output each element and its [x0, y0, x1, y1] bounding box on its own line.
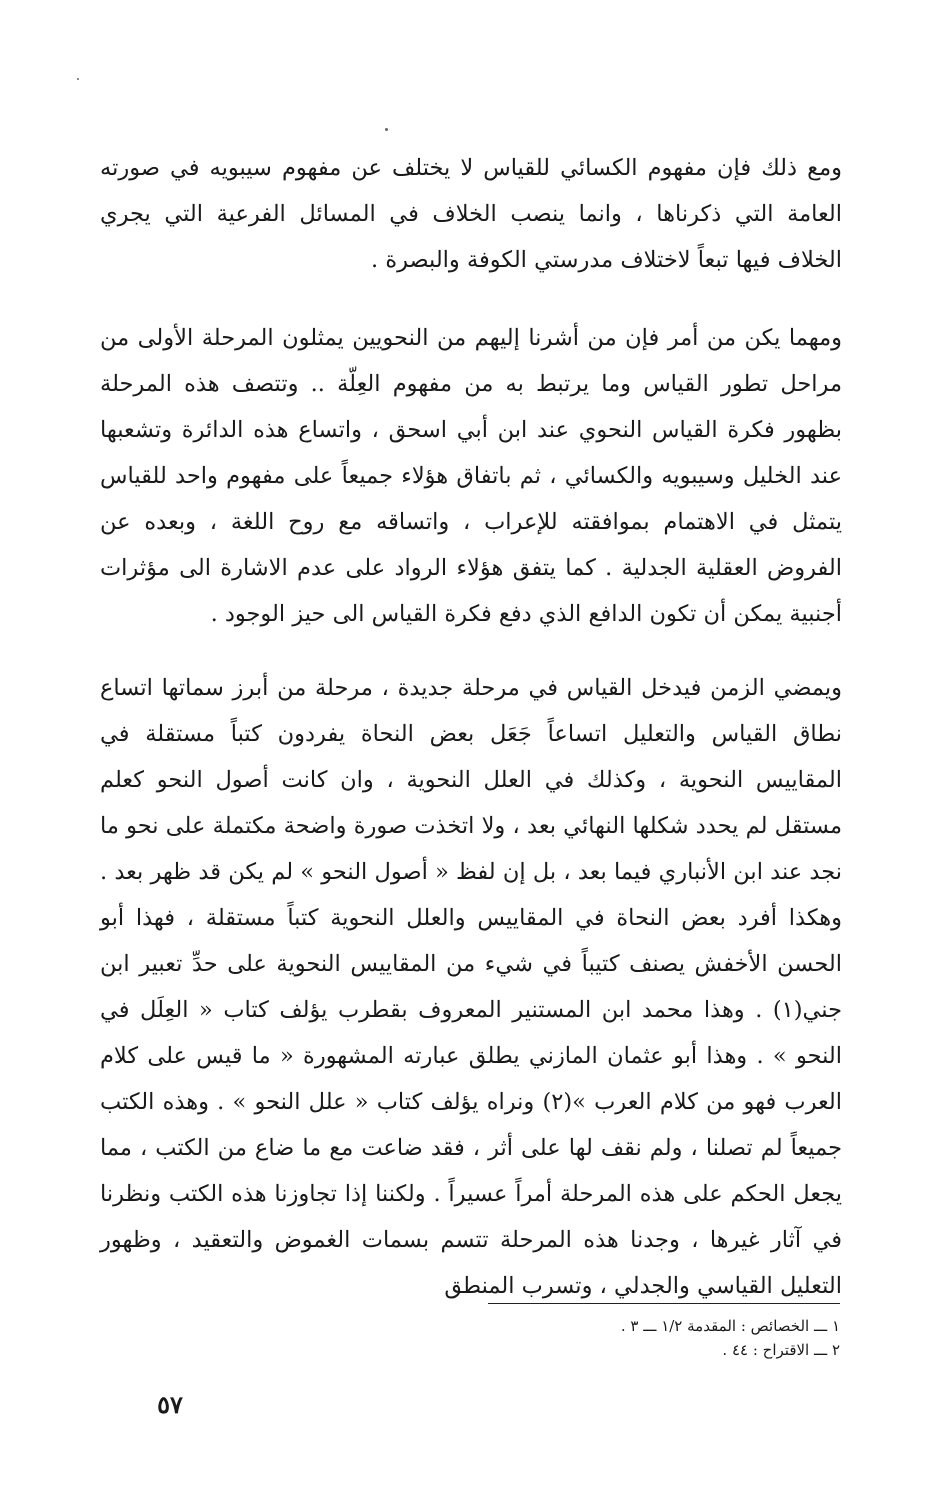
scan-speck	[385, 128, 388, 131]
footnote-divider	[488, 1303, 840, 1304]
footnote-1: ١ ـــ الخصائص : المقدمة ١/٢ ـــ ٣ .	[620, 1317, 840, 1335]
page-number: ٥٧	[157, 1390, 183, 1419]
footnotes	[488, 1314, 840, 1362]
scan-speck	[77, 78, 79, 80]
footnote-2: ٢ ـــ الاقتراح : ٤٤ .	[722, 1341, 840, 1359]
body-paragraph: ويمضي الزمن فيدخل القياس في مرحلة جديدة ، مرحلة من أبرز سماتها اتساع نطاق القياس والتعليل اتساعاً جَعَل بعض النحاة يفردون كتباً مستقلة في المقاييس النحوية ، وكذلك في العلل النحوية ، وان كانت أصول النحو كعلم مستقل لم يحدد شكلها النهائي بعد ، ولا اتخذت صورة واضحة مكتملة على نحو ما نجد عند ابن الأنباري فيما بعد ، بل إن لفظ « أصول النحو » لم يكن قد ظهر بعد . وهكذا أفرد بعض النحاة في المقاييس والعلل النحوية كتباً مستقلة ، فهذا أبو الحسن الأخفش يصنف كتيباً في شيء من المقاييس النحوية على حدِّ تعبير ابن جني(١) . وهذا محمد ابن المستنير المعروف بقطرب يؤلف كتاب « العِلَل في النحو » . وهذا أبو عثمان المازني يطلق عبارته المشهورة « ما قيس على كلام العرب فهو من كلام العرب »(٢) ونراه يؤلف كتاب « علل النحو » . وهذه الكتب جميعاً لم تصلنا ، ولم نقف لها على أثر ، فقد ضاعت مع ما ضاع من الكتب ، مما يجعل الحكم على هذه المرحلة أمراً عسيراً . ولكننا إذا تجاوزنا هذه الكتب ونظرنا في آثار غيرها ، وجدنا هذه المرحلة تتسم بسمات الغموض والتعقيد ، وظهور التعليل القياسي والجدلي ، وتسرب المنطق	[100, 675, 842, 1299]
body-paragraph: ومع ذلك فإن مفهوم الكسائي للقياس لا يختلف عن مفهوم سيبويه في صورته العامة التي ذكرناها ، وانما ينصب الخلاف في المسائل الفرعية التي يجري الخلاف فيها تبعاً لاختلاف مدرستي الكوفة والبصرة .	[100, 155, 842, 273]
body-paragraph: ومهما يكن من أمر فإن من أشرنا إليهم من النحويين يمثلون المرحلة الأولى من مراحل تطور القياس وما يرتبط به من مفهوم العِلّة .. وتتصف هذه المرحلة بظهور فكرة القياس النحوي عند ابن أبي اسحق ، واتساع هذه الدائرة وتشعبها عند الخليل وسيبويه والكسائي ، ثم باتفاق هؤلاء جميعاً على مفهوم واحد للقياس يتمثل في الاهتمام بموافقته للإعراب ، واتساقه مع روح اللغة ، وبعده عن الفروض العقلية الجدلية . كما يتفق هؤلاء الرواد على عدم الاشارة الى مؤثرات أجنبية يمكن أن تكون الدافع الذي دفع فكرة القياس الى حيز الوجود .	[100, 325, 842, 627]
